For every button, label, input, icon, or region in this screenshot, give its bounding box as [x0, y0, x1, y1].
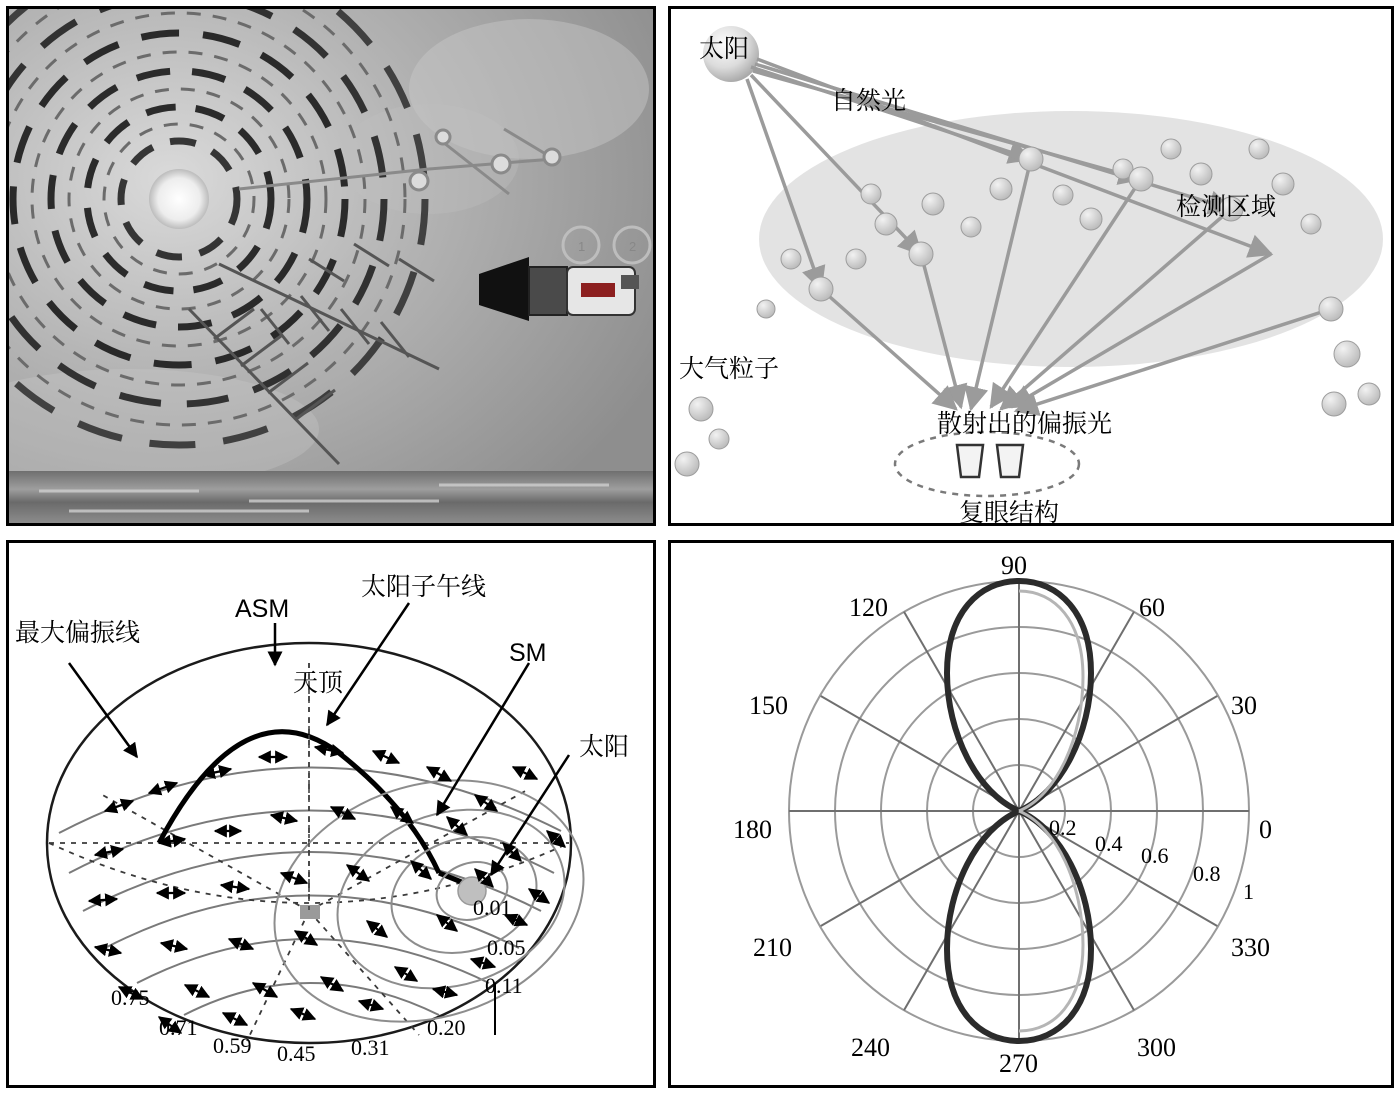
degree-value-1: 0.05 — [487, 935, 526, 960]
angle-tick-300: 300 — [1137, 1033, 1176, 1062]
angle-tick-120: 120 — [849, 593, 888, 622]
label-asm: ASM — [235, 595, 290, 623]
angle-tick-90: 90 — [1001, 551, 1027, 580]
label-solar-meridian: 太阳子午线 — [361, 573, 487, 601]
label-sun-c: 太阳 — [579, 733, 630, 761]
label-compound-eye-structure: 复眼结构 — [959, 499, 1060, 526]
panel-photo-polarization-sky — [6, 6, 656, 526]
degree-value-8: 0.75 — [111, 985, 150, 1010]
label-atmospheric-particles: 大气粒子 — [679, 355, 780, 383]
svg-text:2: 2 — [629, 239, 637, 254]
degree-value-2: 0.11 — [485, 973, 523, 998]
angle-tick-270: 270 — [999, 1049, 1038, 1078]
svg-text:1: 1 — [578, 239, 586, 254]
angle-tick-0: 0 — [1259, 815, 1272, 844]
degree-value-7: 0.71 — [159, 1015, 198, 1040]
radial-tick-0.6: 0.6 — [1141, 843, 1169, 868]
label-scattered-polarized-light: 散射出的偏振光 — [937, 410, 1113, 438]
degree-value-6: 0.59 — [213, 1033, 252, 1058]
angle-tick-150: 150 — [749, 691, 788, 720]
radial-tick-0.8: 0.8 — [1193, 861, 1221, 886]
panel-polar-plot — [668, 540, 1394, 1088]
degree-value-0: 0.01 — [473, 895, 512, 920]
panel-scattering-schematic — [668, 6, 1394, 526]
angle-tick-210: 210 — [753, 933, 792, 962]
photo-illustration — [9, 9, 653, 523]
polar-chart — [671, 543, 1391, 1085]
radial-tick-1: 1 — [1243, 879, 1254, 904]
label-sun-b: 太阳 — [699, 35, 750, 63]
angle-tick-30: 30 — [1231, 691, 1257, 720]
angle-tick-240: 240 — [851, 1033, 890, 1062]
label-max-polarization-line: 最大偏振线 — [15, 619, 141, 647]
angle-tick-330: 330 — [1231, 933, 1270, 962]
radial-tick-0.2: 0.2 — [1049, 815, 1077, 840]
radial-tick-0.4: 0.4 — [1095, 831, 1123, 856]
degree-value-3: 0.20 — [427, 1015, 466, 1040]
scattering-diagram — [671, 9, 1391, 523]
degree-value-4: 0.31 — [351, 1035, 390, 1060]
label-zenith: 天顶 — [293, 669, 344, 697]
angle-tick-60: 60 — [1139, 593, 1165, 622]
panel-sky-dome-polarization — [6, 540, 656, 1088]
label-sm: SM — [509, 639, 547, 667]
degree-value-5: 0.45 — [277, 1041, 316, 1066]
label-natural-light: 自然光 — [831, 87, 907, 115]
label-detection-area: 检测区域 — [1176, 193, 1277, 221]
angle-tick-180: 180 — [733, 815, 772, 844]
